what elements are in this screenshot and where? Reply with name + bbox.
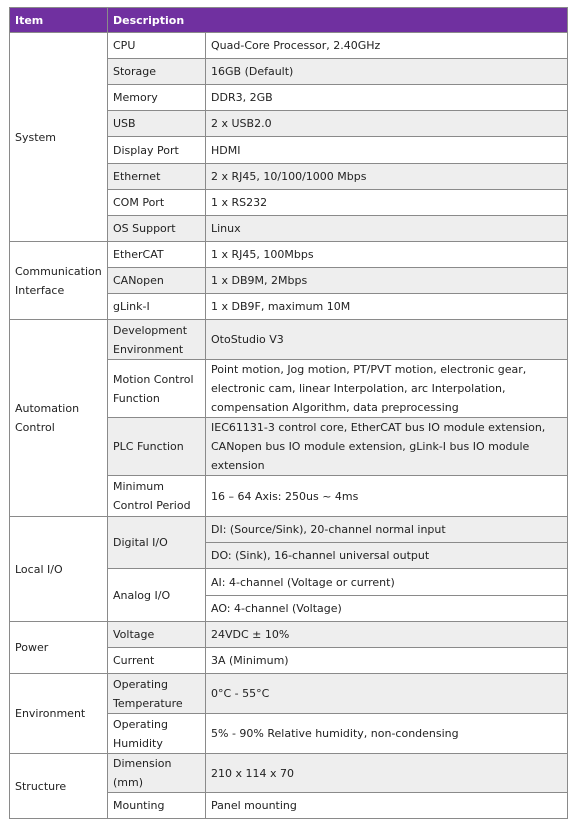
table-row bbox=[10, 242, 568, 268]
description-cell: 1 x RJ45, 100Mbps bbox=[206, 242, 568, 268]
subitem-cell: EtherCAT bbox=[108, 242, 206, 268]
description-cell: DO: (Sink), 16-channel universal output bbox=[206, 543, 568, 569]
description-cell: OtoStudio V3 bbox=[206, 320, 568, 360]
description-cell: Point motion, Jog motion, PT/PVT motion, electronic gear, electronic cam, linear Interpolation, arc Interpolation, compensation Algorithm, data preprocessing bbox=[206, 360, 568, 418]
subitem-cell: Dimension (mm) bbox=[108, 754, 206, 793]
description-cell: 3A (Minimum) bbox=[206, 648, 568, 674]
subitem-cell: OS Support bbox=[108, 216, 206, 242]
description-cell: AO: 4-channel (Voltage) bbox=[206, 596, 568, 622]
category-cell: Power bbox=[10, 622, 108, 674]
description-cell: 5% - 90% Relative humidity, non-condensing bbox=[206, 714, 568, 754]
description-cell: IEC61131-3 control core, EtherCAT bus IO module extension, CANopen bus IO module extension, gLink-I bus IO module extension bbox=[206, 418, 568, 476]
table-row bbox=[10, 622, 568, 648]
table-row bbox=[10, 674, 568, 714]
description-cell: Linux bbox=[206, 216, 568, 242]
category-cell: Local I/O bbox=[10, 517, 108, 622]
subitem-cell: Minimum Control Period bbox=[108, 476, 206, 517]
subitem-cell: Development Environment bbox=[108, 320, 206, 360]
description-cell: AI: 4-channel (Voltage or current) bbox=[206, 569, 568, 596]
category-cell: Communication Interface bbox=[10, 242, 108, 320]
category-cell: System bbox=[10, 33, 108, 242]
description-cell: 0°C - 55°C bbox=[206, 674, 568, 714]
description-cell: 2 x RJ45, 10/100/1000 Mbps bbox=[206, 164, 568, 190]
subitem-cell: Storage bbox=[108, 59, 206, 85]
subitem-cell: Operating Humidity bbox=[108, 714, 206, 754]
description-cell: 2 x USB2.0 bbox=[206, 111, 568, 137]
subitem-cell: Voltage bbox=[108, 622, 206, 648]
description-cell: 16 – 64 Axis: 250us ~ 4ms bbox=[206, 476, 568, 517]
subitem-cell: CANopen bbox=[108, 268, 206, 294]
subitem-cell: Operating Temperature bbox=[108, 674, 206, 714]
description-cell: Panel mounting bbox=[206, 793, 568, 819]
description-cell: HDMI bbox=[206, 137, 568, 164]
table-row bbox=[10, 754, 568, 793]
subitem-cell: Mounting bbox=[108, 793, 206, 819]
header-description: Description bbox=[108, 8, 568, 33]
category-cell: Environment bbox=[10, 674, 108, 754]
subitem-cell: Analog I/O bbox=[108, 569, 206, 622]
table-row bbox=[10, 320, 568, 360]
subitem-cell: CPU bbox=[108, 33, 206, 59]
subitem-cell: PLC Function bbox=[108, 418, 206, 476]
category-cell: Automation Control bbox=[10, 320, 108, 517]
description-cell: 1 x DB9F, maximum 10M bbox=[206, 294, 568, 320]
subitem-cell: Memory bbox=[108, 85, 206, 111]
table-row bbox=[10, 517, 568, 543]
category-cell: Structure bbox=[10, 754, 108, 819]
subitem-cell: Current bbox=[108, 648, 206, 674]
description-cell: Quad-Core Processor, 2.40GHz bbox=[206, 33, 568, 59]
description-cell: DDR3, 2GB bbox=[206, 85, 568, 111]
header-item: Item bbox=[10, 8, 108, 33]
spec-table bbox=[9, 7, 568, 819]
subitem-cell: Digital I/O bbox=[108, 517, 206, 569]
subitem-cell: Ethernet bbox=[108, 164, 206, 190]
table-header-row bbox=[10, 8, 568, 33]
subitem-cell: COM Port bbox=[108, 190, 206, 216]
subitem-cell: gLink-I bbox=[108, 294, 206, 320]
table-row bbox=[10, 33, 568, 59]
description-cell: 1 x RS232 bbox=[206, 190, 568, 216]
table-body bbox=[10, 33, 568, 819]
description-cell: 16GB (Default) bbox=[206, 59, 568, 85]
description-cell: 24VDC ± 10% bbox=[206, 622, 568, 648]
subitem-cell: USB bbox=[108, 111, 206, 137]
description-cell: DI: (Source/Sink), 20-channel normal input bbox=[206, 517, 568, 543]
description-cell: 1 x DB9M, 2Mbps bbox=[206, 268, 568, 294]
subitem-cell: Motion Control Function bbox=[108, 360, 206, 418]
subitem-cell: Display Port bbox=[108, 137, 206, 164]
description-cell: 210 x 114 x 70 bbox=[206, 754, 568, 793]
